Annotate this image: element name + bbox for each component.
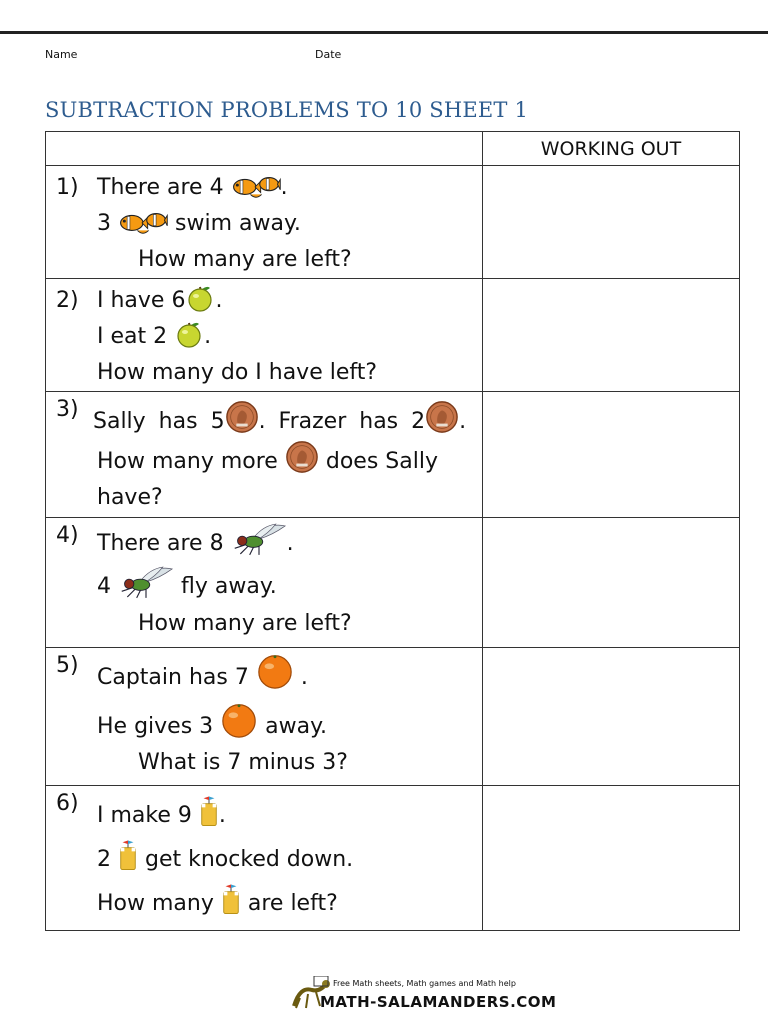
question-text: I eat 2 (97, 324, 168, 349)
question-text: What is 7 minus 3? (138, 750, 348, 775)
question-header-cell (46, 132, 483, 166)
sandcastle-icon (118, 838, 138, 872)
question-text: have? (97, 485, 163, 510)
question-text: I make 9 (97, 803, 192, 828)
apple-icon (185, 283, 215, 313)
apple-icon (174, 319, 204, 349)
question-text: does Sally (325, 449, 438, 474)
question-text: How many do I have left? (97, 360, 378, 385)
question-text: get knocked down. (145, 847, 354, 872)
penny-icon (285, 440, 319, 474)
problem-number: 6) (56, 791, 79, 816)
clownfish-icon (231, 172, 281, 200)
penny-icon (225, 400, 259, 434)
question-text: . (280, 175, 288, 200)
problem-number: 3) (56, 397, 79, 422)
question-cell (46, 392, 483, 518)
question-text: . (300, 665, 308, 690)
working-out-header: WORKING OUT (482, 132, 739, 166)
date-label: Date (315, 48, 342, 61)
question-text: . Frazer has 2 (258, 409, 426, 434)
footer-tagline: Free Math sheets, Math games and Math help (333, 979, 516, 988)
question-cell (46, 786, 483, 931)
question-cell (46, 648, 483, 786)
working-out-cell[interactable] (482, 518, 739, 648)
question-cell (46, 166, 483, 279)
table-header-row (46, 132, 740, 166)
working-out-cell[interactable] (482, 279, 739, 392)
question-text: How many are left? (138, 247, 352, 272)
fly-icon (231, 522, 287, 556)
name-label: Name (45, 48, 78, 61)
question-text: away. (265, 714, 327, 739)
footer-brand[interactable]: MATH-SALAMANDERS.COM (320, 993, 557, 1011)
orange-icon (256, 652, 294, 690)
problem-number: 5) (56, 653, 79, 678)
question-text: swim away. (175, 211, 301, 236)
question-text: He gives 3 (97, 714, 214, 739)
working-out-cell[interactable] (482, 166, 739, 279)
problem-number: 2) (56, 288, 79, 313)
problem-row-3 (46, 392, 740, 518)
problem-row-2 (46, 279, 740, 392)
question-text: Captain has 7 (97, 665, 249, 690)
problem-row-1 (46, 166, 740, 279)
question-text: are left? (247, 891, 338, 916)
question-text: There are 4 (97, 175, 224, 200)
question-text: There are 8 (97, 531, 224, 556)
question-text: . (218, 803, 226, 828)
question-text: How many more (97, 449, 278, 474)
question-text: . (459, 409, 467, 434)
orange-icon (220, 701, 258, 739)
sandcastle-icon (199, 794, 219, 828)
problem-row-4 (46, 518, 740, 648)
question-cell (46, 279, 483, 392)
question-text: 3 (97, 211, 111, 236)
penny-icon (425, 400, 459, 434)
problem-row-6 (46, 786, 740, 931)
question-text: . (286, 531, 294, 556)
question-cell (46, 518, 483, 648)
question-text: fly away. (181, 574, 277, 599)
question-text: 4 (97, 574, 111, 599)
question-text: 2 (97, 847, 111, 872)
working-out-cell[interactable] (482, 648, 739, 786)
question-text: Sally has 5 (93, 409, 225, 434)
question-text: . (215, 288, 223, 313)
question-text: How many (97, 891, 214, 916)
problem-number: 4) (56, 523, 79, 548)
question-text: . (204, 324, 212, 349)
working-out-cell[interactable] (482, 392, 739, 518)
working-out-cell[interactable] (482, 786, 739, 931)
fly-icon (118, 565, 174, 599)
top-rule (0, 31, 768, 34)
sandcastle-icon (221, 882, 241, 916)
worksheet-title: SUBTRACTION PROBLEMS TO 10 SHEET 1 (45, 98, 529, 122)
question-text: How many are left? (138, 611, 352, 636)
question-text: I have 6 (97, 288, 186, 313)
problem-number: 1) (56, 175, 79, 200)
clownfish-icon (118, 208, 168, 236)
problems-table (45, 131, 740, 931)
problem-row-5 (46, 648, 740, 786)
